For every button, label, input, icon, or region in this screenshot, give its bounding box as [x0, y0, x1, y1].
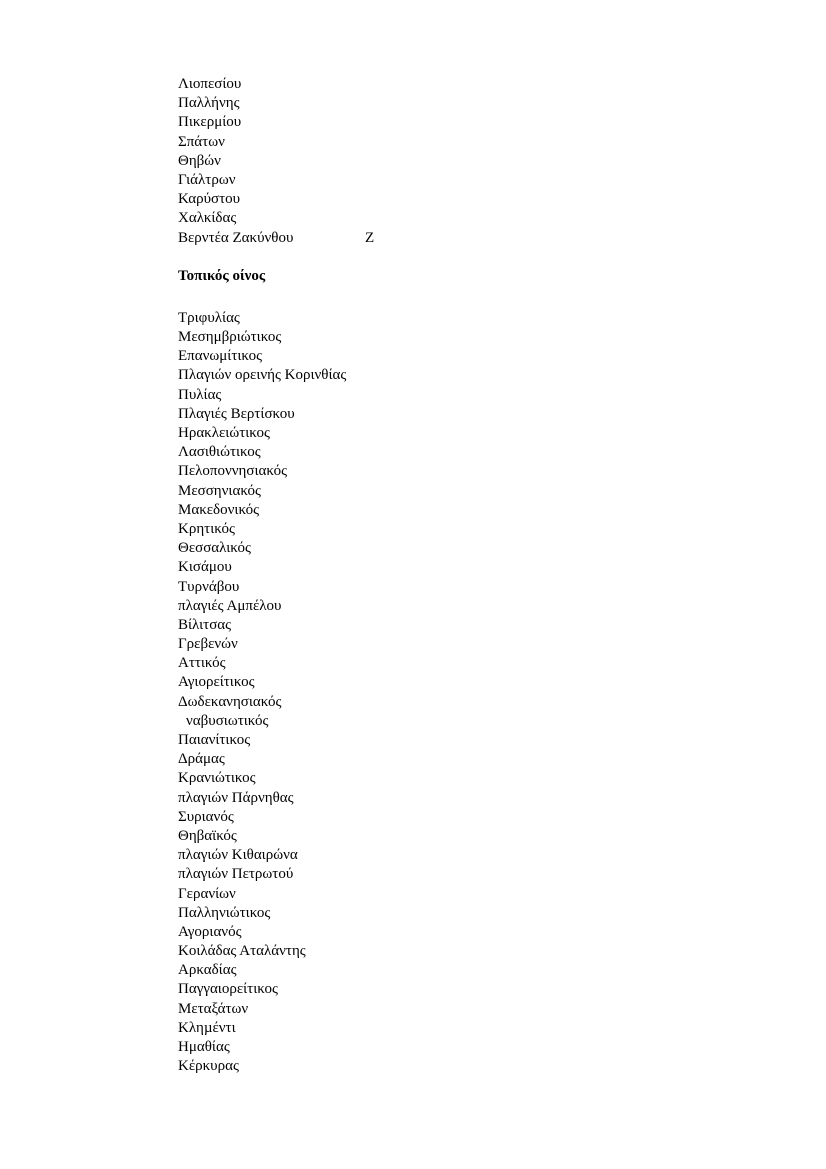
- list-item: Κισάμου: [178, 559, 232, 576]
- list-item: Γιάλτρων: [178, 171, 236, 188]
- list-item: πλαγιών Πετρωτού: [178, 866, 294, 883]
- list-item: Σπάτων: [178, 133, 225, 150]
- list-item: Δράμας: [178, 751, 225, 768]
- list-item: πλαγιές Αμπέλου: [178, 597, 282, 614]
- list-item: Κρητικός: [178, 520, 235, 537]
- list-item: Αγοριανός: [178, 923, 242, 940]
- list-item: Γερανίων: [178, 885, 236, 902]
- list-item: Κοιλάδας Αταλάντης: [178, 943, 306, 960]
- list-item: Συριανός: [178, 808, 234, 825]
- list-item: Αττικός: [178, 655, 226, 672]
- list-item: Δωδεκανησιακός: [178, 693, 282, 710]
- list-item: Πλαγιές Βερτίσκου: [178, 405, 295, 422]
- list-item: Κρανιώτικος: [178, 770, 256, 787]
- list-item: Θεσσαλικός: [178, 540, 251, 557]
- list-item: Καρύστου: [178, 191, 241, 208]
- list-item: Θηβών: [178, 152, 221, 169]
- list-item: Θηβαϊκός: [178, 827, 237, 844]
- list-item: Κέρκυρας: [178, 1058, 239, 1075]
- list-item: Μεσημβριώτικος: [178, 329, 282, 346]
- list-item: Χαλκίδας: [178, 210, 237, 227]
- list-item: Επανωμίτικος: [178, 348, 263, 365]
- top-list: [178, 75, 738, 248]
- list-item: Παλληνιώτικος: [178, 904, 271, 921]
- list-item: Βίλιτσας: [178, 616, 232, 633]
- list-item: Λιοπεσίου: [178, 76, 242, 92]
- list-item: Παλλήνης: [178, 95, 240, 112]
- list-item: πλαγιών Κιθαιρώνα: [178, 847, 298, 864]
- list-item: Παγγαιορείτικος: [178, 981, 278, 998]
- list-item: Πλαγιών ορεινής Κορινθίας: [178, 367, 347, 384]
- document-content: [178, 75, 738, 1076]
- list-item: Αρκαδίας: [178, 962, 237, 979]
- list-item: Μεσσηνιακός: [178, 482, 261, 499]
- list-item: Λασιθιώτικος: [178, 444, 261, 461]
- list-item: Κληµέντι: [178, 1019, 236, 1036]
- section-spacer: [178, 286, 738, 309]
- list-item: Ημαθίας: [178, 1039, 230, 1055]
- list-item: Τυρνάβου: [178, 578, 240, 595]
- list-item: Μακεδονικός: [178, 501, 260, 518]
- list-item: Πελοποννησιακός: [178, 463, 288, 480]
- list-item: Πικερμίου: [178, 114, 242, 131]
- list-item-indented: ναβυσιωτικός: [186, 712, 269, 729]
- list-item-code: Ζ: [365, 229, 375, 246]
- local-wine-list: [178, 309, 738, 1077]
- list-item: Πυλίας: [178, 386, 222, 403]
- list-item: Παιανίτικος: [178, 732, 251, 748]
- list-item-with-code: [178, 229, 738, 248]
- list-item: Ηρακλειώτικος: [178, 425, 270, 441]
- list-item: πλαγιών Πάρνηθας: [178, 789, 294, 806]
- list-item-label: Βερντέα Ζακύνθου: [178, 229, 294, 246]
- list-item: Αγιορείτικος: [178, 674, 255, 691]
- list-item: Μεταξάτων: [178, 1000, 249, 1017]
- section-heading: Τοπικός οίνος: [178, 267, 266, 284]
- list-item: Τριφυλίας: [178, 309, 240, 326]
- list-item: Γρεβενών: [178, 636, 238, 653]
